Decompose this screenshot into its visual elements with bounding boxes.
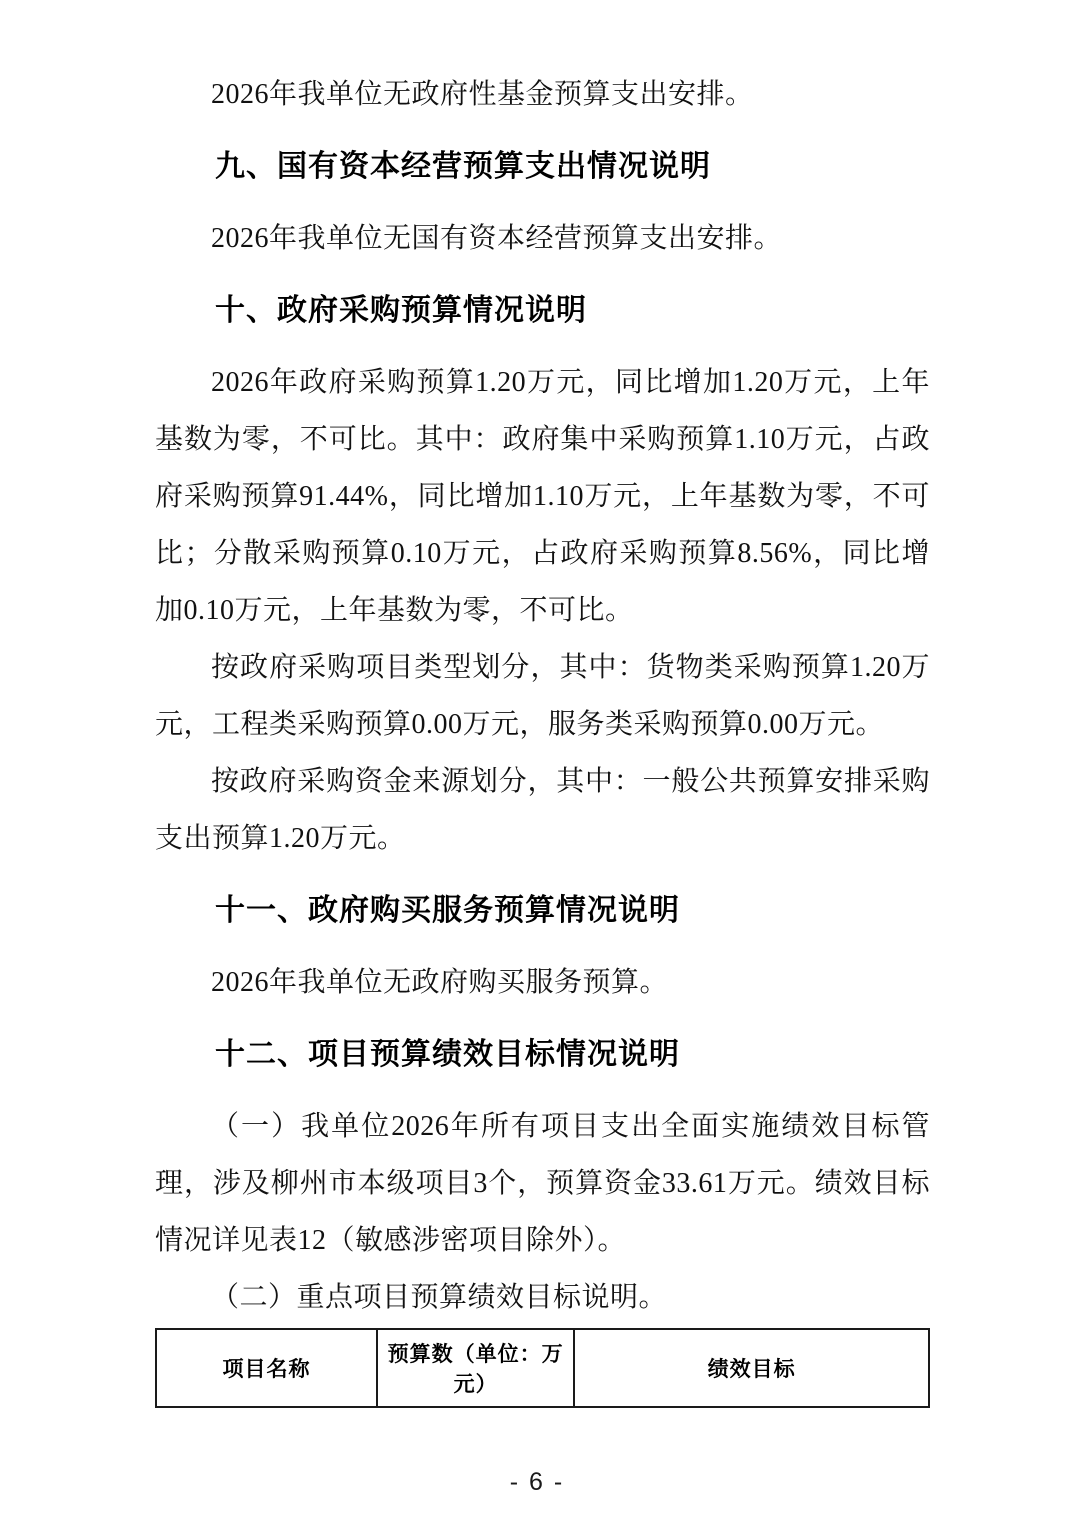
page-number: - 6 -	[509, 1468, 565, 1496]
table-header-performance-goal: 绩效目标	[574, 1329, 929, 1407]
section-heading-10-gov-procurement: 十、政府采购预算情况说明	[215, 294, 587, 327]
body-paragraph-performance-management: （一）我单位2026年所有项目支出全面实施绩效目标管理，涉及柳州市本级项目3个，预算资金33.61万元。绩效目标情况详见表12（敏感涉密项目除外）。	[155, 1111, 930, 1256]
table-header-project-name: 项目名称	[156, 1329, 377, 1407]
section-heading-11-purchased-services: 十一、政府购买服务预算情况说明	[215, 894, 680, 927]
table-header-row	[156, 1329, 929, 1407]
section-heading-9-state-capital: 九、国有资本经营预算支出情况说明	[215, 150, 711, 183]
performance-goals-table	[155, 1328, 930, 1408]
table-header-budget-amount: 预算数（单位：万元）	[377, 1329, 574, 1407]
body-paragraph-no-state-capital-budget: 2026年我单位无国有资本经营预算支出安排。	[211, 223, 783, 254]
section-heading-12-performance-goals: 十二、项目预算绩效目标情况说明	[215, 1038, 680, 1071]
body-paragraph-procurement-by-type: 按政府采购项目类型划分，其中：货物类采购预算1.20万元，工程类采购预算0.00万元，服务类采购预算0.00万元。	[155, 652, 930, 740]
body-paragraph-no-purchased-services: 2026年我单位无政府购买服务预算。	[211, 967, 669, 998]
body-paragraph-no-gov-fund-budget: 2026年我单位无政府性基金预算支出安排。	[211, 79, 754, 110]
body-paragraph-key-project-goals: （二）重点项目预算绩效目标说明。	[211, 1282, 668, 1313]
body-paragraph-procurement-by-funding: 按政府采购资金来源划分，其中：一般公共预算安排采购支出预算1.20万元。	[155, 766, 930, 854]
body-paragraph-procurement-overview: 2026年政府采购预算1.20万元，同比增加1.20万元，上年基数为零，不可比。其中：政府集中采购预算1.10万元，占政府采购预算91.44%，同比增加1.10万元，上年基数为零，不可比；分散采购预算0.10万元，占政府采购预算8.56%，同比增加0.10万元，上年基数为零，不可比。	[155, 367, 930, 626]
